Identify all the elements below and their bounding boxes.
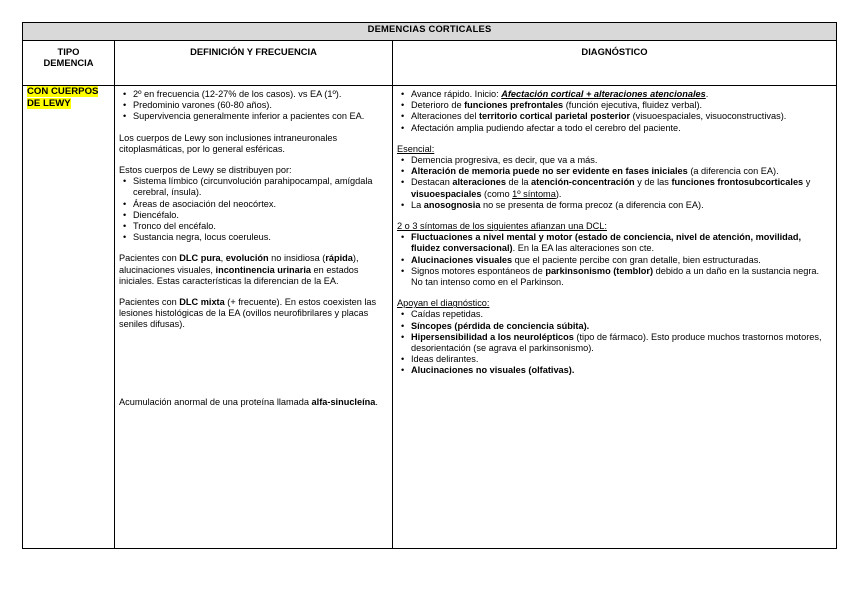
- list-item: • Avance rápido. Inicio: Afectación cortical + alteraciones atencionales.: [411, 89, 832, 100]
- list-item: • Alteraciones del territorio cortical parietal posterior (visuoespaciales, visuoconstructivas).: [411, 111, 832, 122]
- paragraph-dlc-mixta: Pacientes con DLC mixta (+ frecuente). En estos coexisten las lesiones histológicas de la EA (ovillos neurofibrilares y placas seniles difusas).: [119, 297, 377, 330]
- tipo-label: CON CUERPOS DE LEWY: [27, 86, 99, 109]
- list-item: • Tronco del encéfalo.: [133, 221, 388, 232]
- list-item: • 2º en frecuencia (12-27% de los casos). vs EA (1º).: [133, 89, 388, 100]
- list-item: • Predominio varones (60-80 años).: [133, 100, 388, 111]
- list-item: • Áreas de asociación del neocórtex.: [133, 199, 388, 210]
- section-esencial: Esencial:: [397, 143, 435, 154]
- paragraph-alfa-sinucleina: Acumulación anormal de una proteína llamada alfa-sinucleína.: [119, 396, 378, 407]
- list-item: • Caídas repetidas.: [411, 309, 832, 320]
- sintomas-bullets: [397, 232, 832, 288]
- list-item: • Alucinaciones no visuales (olfativas).: [411, 365, 832, 376]
- definicion-bullets-2: [119, 176, 388, 243]
- list-item: • Hipersensibilidad a los neurolépticos (tipo de fármaco). Esto produce muchos trastornos motores, desorientación (se agrava el parkinsonismo).: [411, 332, 832, 354]
- definicion-cell: [115, 86, 393, 549]
- list-item: • Signos motores espontáneos de parkinsonismo (temblor) debido a un daño en la sustancia negra. No tan intenso como en el Parkinson.: [411, 266, 832, 288]
- header-diagnostico: DIAGNÓSTICO: [393, 41, 837, 86]
- list-item: • Supervivencia generalmente inferior a pacientes con EA.: [133, 111, 388, 122]
- section-sintomas: 2 o 3 síntomas de los siguientes afianzan una DCL:: [397, 221, 607, 232]
- diagnostico-bullets: [397, 89, 832, 134]
- apoyan-bullets: [397, 309, 832, 376]
- list-item: • Alteración de memoria puede no ser evidente en fases iniciales (a diferencia con EA).: [411, 166, 832, 177]
- list-item: • Fluctuaciones a nivel mental y motor (estado de conciencia, nivel de atención, movilidad, fluidez conversacional). En la EA las alteraciones son cte.: [411, 232, 832, 254]
- paragraph-lewy-bodies: Los cuerpos de Lewy son inclusiones intraneuronales citoplasmáticas, por lo general esféricas.: [119, 132, 338, 154]
- header-definicion: DEFINICIÓN Y FRECUENCIA: [115, 41, 393, 86]
- esencial-bullets: [397, 155, 832, 211]
- list-item: • Deterioro de funciones prefrontales (función ejecutiva, fluidez verbal).: [411, 100, 832, 111]
- list-item: • Diencéfalo.: [133, 210, 388, 221]
- list-item: • La anosognosia no se presenta de forma precoz (a diferencia con EA).: [411, 200, 832, 211]
- paragraph-dlc-pura: Pacientes con DLC pura, evolución no insidiosa (rápida), alucinaciones visuales, incontinencia urinaria en estados iniciales. Estas características la diferencian de la EA.: [119, 253, 359, 286]
- list-item: • Sistema límbico (circunvolución parahipocampal, amígdala cerebral, ínsula).: [133, 176, 388, 198]
- list-item: • Afectación amplia pudiendo afectar a todo el cerebro del paciente.: [411, 123, 832, 134]
- paragraph-distribution: Estos cuerpos de Lewy se distribuyen por:: [119, 165, 292, 176]
- tipo-cell: [23, 86, 115, 549]
- table-title: DEMENCIAS CORTICALES: [23, 23, 837, 41]
- dementia-table: [22, 22, 837, 549]
- diagnostico-cell: [393, 86, 837, 549]
- list-item: • Destacan alteraciones de la atención-concentración y de las funciones frontosubcorticales y visuoespaciales (como 1º síntoma).: [411, 177, 832, 199]
- list-item: • Sustancia negra, locus coeruleus.: [133, 232, 388, 243]
- list-item: • Ideas delirantes.: [411, 354, 832, 365]
- list-item: • Alucinaciones visuales que el paciente percibe con gran detalle, bien estructuradas.: [411, 255, 832, 266]
- definicion-bullets-1: [119, 89, 388, 123]
- list-item: • Síncopes (pérdida de conciencia súbita).: [411, 321, 832, 332]
- header-tipo: TIPO DEMENCIA: [23, 41, 115, 86]
- list-item: • Demencia progresiva, es decir, que va a más.: [411, 155, 832, 166]
- section-apoyan: Apoyan el diagnóstico:: [397, 298, 490, 309]
